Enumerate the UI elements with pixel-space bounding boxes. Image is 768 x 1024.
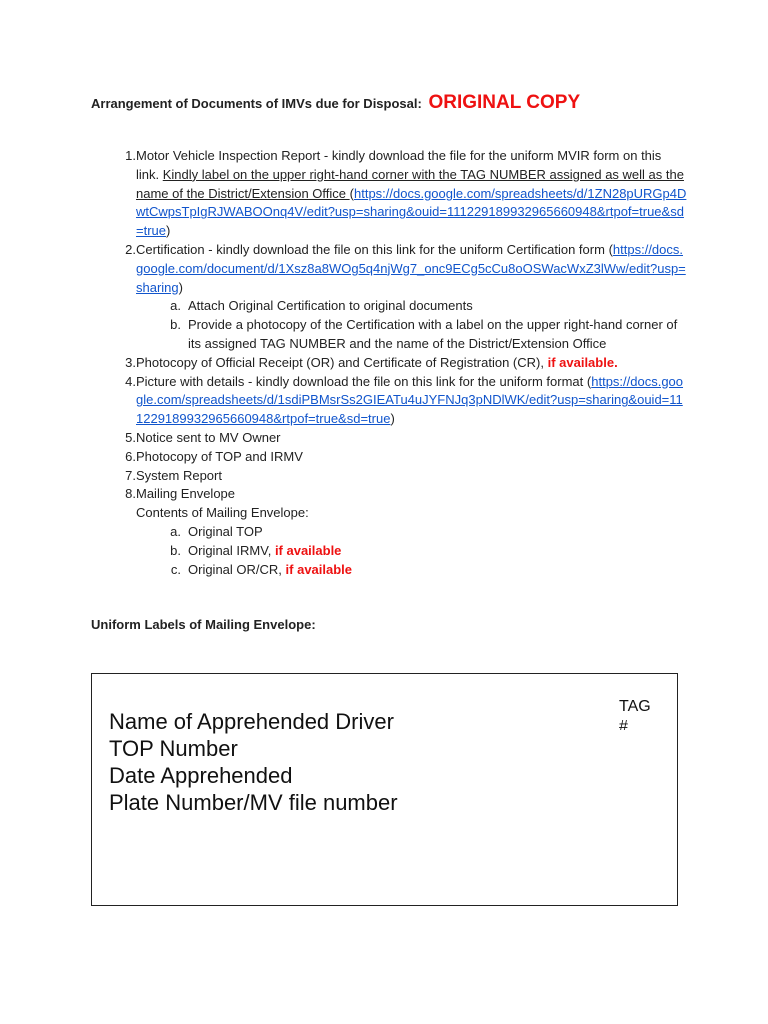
sub-item-letter: b.: [170, 317, 181, 333]
list-item: [108, 147, 688, 241]
sub-item-letter: b.: [170, 542, 181, 558]
list-item: [108, 429, 688, 448]
sub-item: [136, 316, 688, 354]
item-number: 2.: [125, 241, 136, 257]
sub-item: [136, 297, 688, 316]
item-subheading: Contents of Mailing Envelope:: [136, 505, 309, 521]
list-item: [108, 241, 688, 354]
list-item: [108, 448, 688, 467]
sub-item-text: Provide a photocopy of the Certification with a label on the upper right-hand corner of its assigned TAG NUMBER and the name of the District/Extension Office: [188, 317, 678, 351]
heading-original-copy: ORIGINAL COPY: [428, 92, 581, 113]
item-number: 3.: [125, 354, 136, 370]
item-text: Picture with details - kindly download the file on this link for the uniform format: [136, 373, 584, 389]
list-item: [108, 373, 688, 429]
item-number: 4.: [125, 373, 136, 389]
label-line-driver: Name of Apprehended Driver: [109, 709, 394, 734]
heading-prefix: Arrangement of Documents of IMVs due for Disposal:: [91, 96, 422, 111]
item-text: Notice sent to MV Owner: [136, 429, 281, 445]
label-line-plate: Plate Number/MV file number: [109, 790, 398, 815]
sub-item-text: Original TOP: [188, 523, 263, 539]
item-text: Photocopy of TOP and IRMV: [136, 448, 303, 464]
sub-item-text: Original IRMV,: [188, 542, 275, 558]
envelope-labels-heading: [91, 617, 316, 632]
label-line-top-number: TOP Number: [109, 736, 238, 761]
if-available-note: if available: [285, 561, 353, 577]
link-paren-close: ): [178, 279, 183, 295]
item-text: Mailing Envelope: [136, 486, 236, 502]
list-item: [108, 467, 688, 486]
envelope-label-lines: [109, 708, 398, 816]
envelope-heading-text: Uniform Labels of Mailing Envelope: [91, 617, 312, 632]
sub-item-letter: a.: [170, 523, 181, 539]
item-number: 5.: [125, 429, 136, 445]
if-available-note: if available: [274, 542, 342, 558]
picture-format-link[interactable]: https://docs.google.com/spreadsheets/d/1sdiPBMsrSs2GIEATu4uJYFNJq3pNDlWK/edit?usp=sharing&ouid=111229189932965660948&rtpof=true&sd=true: [136, 373, 684, 427]
item-text: Certification - kindly download the file on this link for the uniform Certification form: [136, 241, 605, 257]
mvir-form-link[interactable]: https://docs.google.com/spreadsheets/d/1ZN28pURGp4DwtCwpsTpIgRJWABOOnq4V/edit?usp=sharing&ouid=111229189932965660948&rtpof=true&sd=true: [136, 185, 687, 239]
item-text: System Report: [136, 467, 222, 483]
list-item: [108, 485, 688, 579]
if-available-note: if available.: [547, 354, 618, 370]
link-paren-open: (: [349, 185, 354, 201]
sub-item: [136, 542, 688, 561]
documents-list: [108, 147, 688, 579]
sub-item-text: Original OR/CR,: [188, 561, 286, 577]
item-text: Motor Vehicle Inspection Report - kindly download the file for the uniform MVIR form on this link.: [136, 148, 662, 182]
envelope-label-sample: [91, 673, 678, 906]
link-paren-close: ): [390, 411, 395, 427]
item-number: 1.: [125, 148, 136, 163]
link-paren-open: (: [608, 241, 613, 257]
item-text: Photocopy of Official Receipt (OR) and Certificate of Registration (CR),: [136, 354, 548, 370]
item-underlined-instruction: Kindly label on the upper right-hand corner with the TAG NUMBER assigned as well as the name of the District/Extension Office: [136, 166, 684, 201]
sub-item: [136, 561, 688, 580]
label-line-date: Date Apprehended: [109, 763, 293, 788]
link-paren-close: ): [166, 223, 171, 239]
link-paren-open: (: [586, 373, 592, 389]
tag-number-label: TAG #: [619, 698, 651, 730]
sub-item: [136, 523, 688, 542]
item-number: 8.: [125, 486, 136, 502]
document-heading: [91, 92, 580, 114]
sub-item-letter: a.: [170, 298, 181, 314]
list-item: [108, 354, 688, 373]
sub-item-text: Attach Original Certification to original documents: [188, 298, 473, 314]
sub-item-letter: c.: [170, 561, 181, 577]
certification-form-link[interactable]: https://docs.google.com/document/d/1Xsz8a8WOg5q4njWg7_onc9ECg5cCu8oOSWacWxZ3lWw/edit?usp=sharing: [136, 241, 686, 295]
item-number: 7.: [125, 467, 136, 483]
envelope-heading-colon: :: [311, 617, 316, 632]
item-number: 6.: [125, 448, 136, 464]
